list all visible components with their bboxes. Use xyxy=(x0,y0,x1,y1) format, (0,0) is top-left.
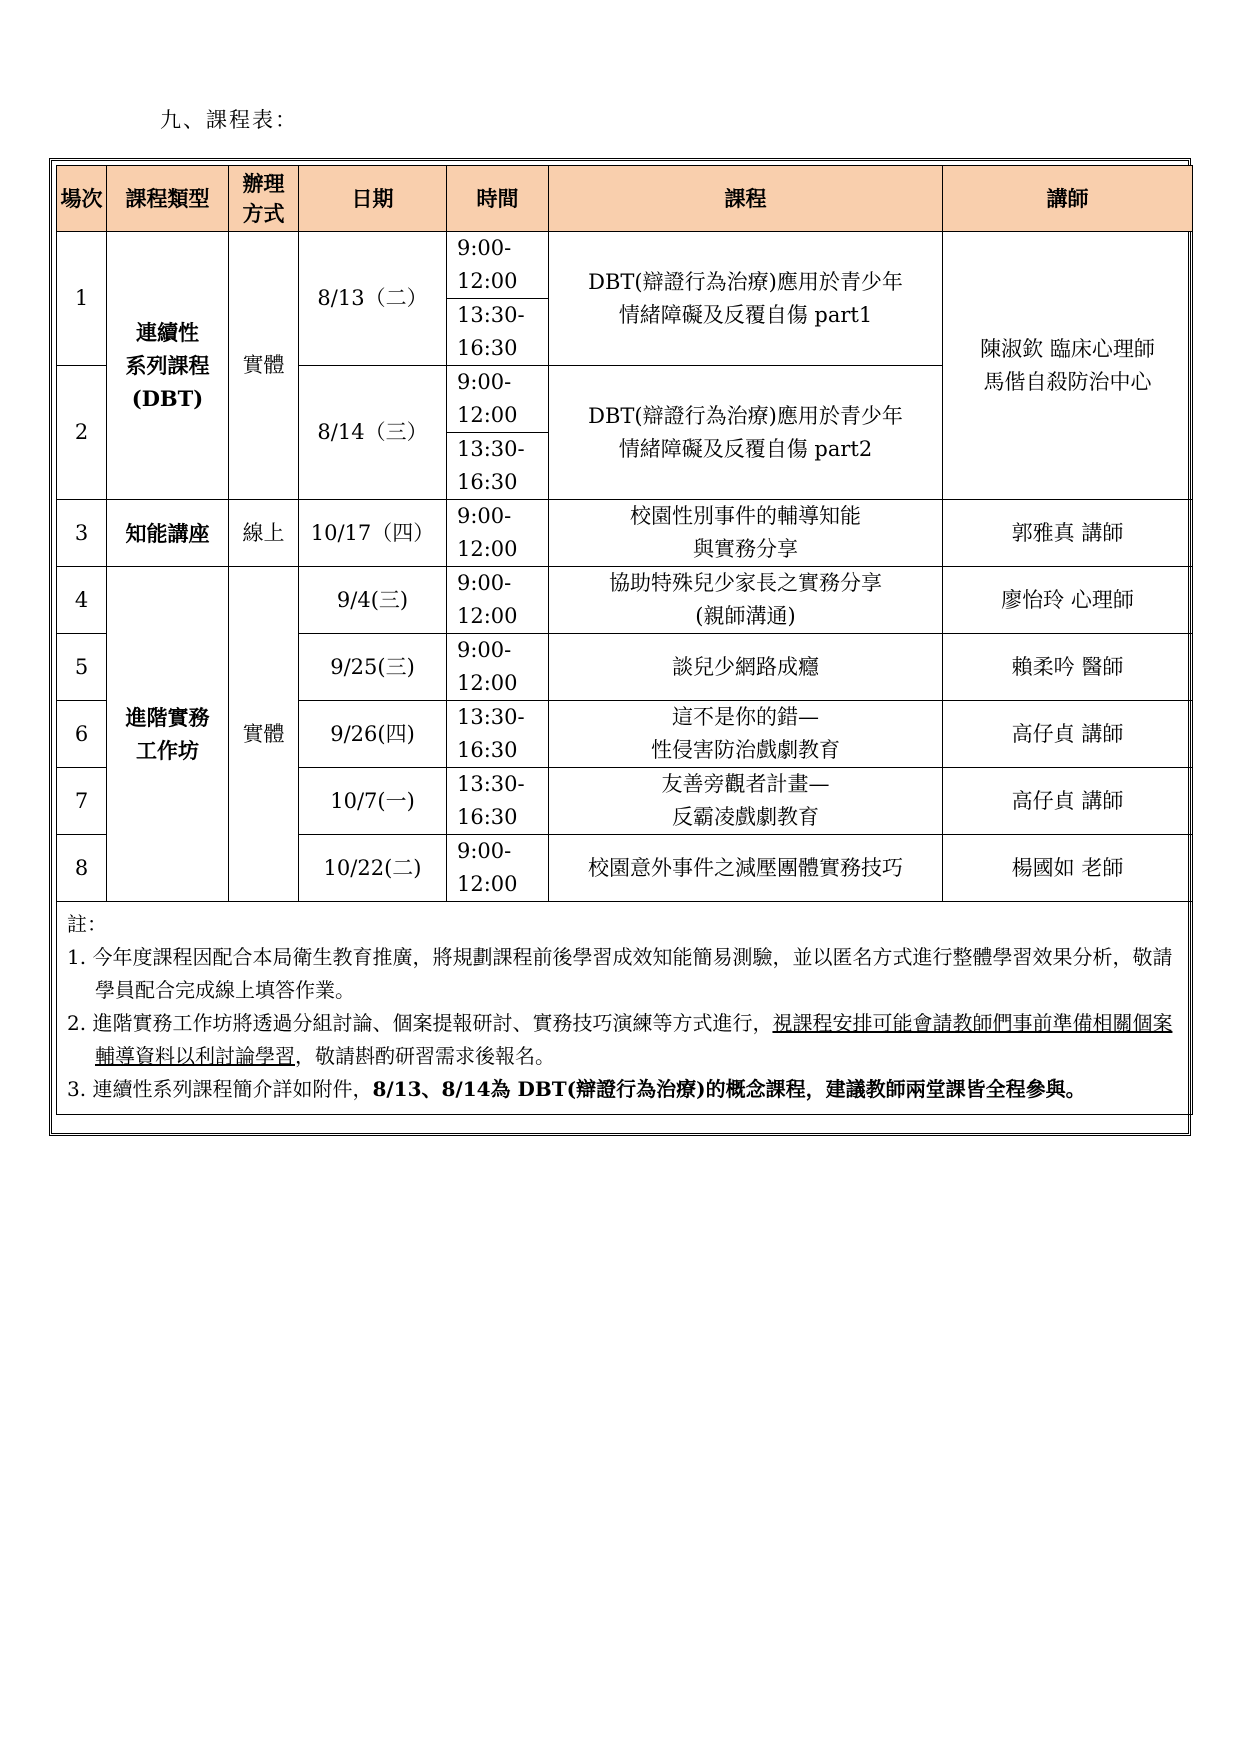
course-time: 13:30- 16:30 xyxy=(447,701,549,768)
course-type: 進階實務 工作坊 xyxy=(107,567,229,902)
course-title: 談兒少網路成癮 xyxy=(549,634,943,701)
session-number: 2 xyxy=(57,366,107,500)
table-row xyxy=(57,232,1193,299)
header-type: 課程類型 xyxy=(107,166,229,232)
course-title: 校園性別事件的輔導知能 與實務分享 xyxy=(549,500,943,567)
course-time: 9:00- 12:00 xyxy=(447,835,549,902)
note-item: 1. 今年度課程因配合本局衛生教育推廣，將規劃課程前後學習成效知能簡易測驗，並以匿名方式進行整體學習效果分析，敬請學員配合完成線上填答作業。 xyxy=(67,945,1173,1002)
header-course: 課程 xyxy=(549,166,943,232)
course-table xyxy=(56,165,1193,1115)
course-date: 9/26(四) xyxy=(299,701,447,768)
header-mode: 辦理方式 xyxy=(229,166,299,232)
course-lecturer: 郭雅真 講師 xyxy=(943,500,1193,567)
course-time: 9:00- 12:00 xyxy=(447,634,549,701)
course-title: DBT(辯證行為治療)應用於青少年 情緒障礙及反覆自傷 part1 xyxy=(549,232,943,366)
course-time: 13:30- 16:30 xyxy=(447,299,549,366)
course-time: 13:30- 16:30 xyxy=(447,768,549,835)
course-lecturer: 楊國如 老師 xyxy=(943,835,1193,902)
course-mode: 實體 xyxy=(229,232,299,500)
notes-row xyxy=(57,902,1193,1115)
course-type: 連續性 系列課程 (DBT) xyxy=(107,232,229,500)
header-time: 時間 xyxy=(447,166,549,232)
note-item xyxy=(67,1007,1182,1073)
course-title: 協助特殊兒少家長之實務分享 (親師溝通) xyxy=(549,567,943,634)
note-text: 3. 連續性系列課程簡介詳如附件， xyxy=(67,1077,373,1101)
course-lecturer: 陳淑欽 臨床心理師 馬偕自殺防治中心 xyxy=(943,232,1193,500)
course-title: 校園意外事件之減壓團體實務技巧 xyxy=(549,835,943,902)
session-number: 8 xyxy=(57,835,107,902)
course-time: 9:00- 12:00 xyxy=(447,567,549,634)
header-date: 日期 xyxy=(299,166,447,232)
session-number: 5 xyxy=(57,634,107,701)
notes-title: 註： xyxy=(67,912,107,936)
table-row xyxy=(57,500,1193,567)
course-date: 8/14（三） xyxy=(299,366,447,500)
course-time: 13:30- 16:30 xyxy=(447,433,549,500)
table-row xyxy=(57,567,1193,634)
table-header-row xyxy=(57,166,1193,232)
course-mode: 線上 xyxy=(229,500,299,567)
note-bold-text: 8/13、8/14為 DBT(辯證行為治療)的概念課程，建議教師兩堂課皆全程參與。 xyxy=(372,1077,1086,1101)
course-date: 9/25(三) xyxy=(299,634,447,701)
note-underlined-text: 視課程安排可能會請教師們事前準備相關個案輔導資料以利討論學習 xyxy=(95,1011,1173,1068)
course-lecturer: 廖怡玲 心理師 xyxy=(943,567,1193,634)
notes-cell xyxy=(57,902,1193,1115)
note-item xyxy=(67,1073,1182,1106)
course-lecturer: 高仔貞 講師 xyxy=(943,701,1193,768)
course-time: 9:00- 12:00 xyxy=(447,366,549,433)
course-lecturer: 賴柔吟 醫師 xyxy=(943,634,1193,701)
course-lecturer: 高仔貞 講師 xyxy=(943,768,1193,835)
course-date: 10/22(二) xyxy=(299,835,447,902)
course-date: 9/4(三) xyxy=(299,567,447,634)
course-date: 8/13（二） xyxy=(299,232,447,366)
course-mode: 實體 xyxy=(229,567,299,902)
course-date: 10/17（四） xyxy=(299,500,447,567)
course-type: 知能講座 xyxy=(107,500,229,567)
course-time: 9:00- 12:00 xyxy=(447,500,549,567)
course-title: DBT(辯證行為治療)應用於青少年 情緒障礙及反覆自傷 part2 xyxy=(549,366,943,500)
course-title: 友善旁觀者計畫— 反霸凌戲劇教育 xyxy=(549,768,943,835)
note-text: 2. 進階實務工作坊將透過分組討論、個案提報研討、實務技巧演練等方式進行， xyxy=(67,1011,773,1035)
header-lecturer: 講師 xyxy=(943,166,1193,232)
session-number: 1 xyxy=(57,232,107,366)
session-number: 4 xyxy=(57,567,107,634)
header-session: 場次 xyxy=(57,166,107,232)
session-number: 7 xyxy=(57,768,107,835)
session-number: 6 xyxy=(57,701,107,768)
note-text: ，敬請斟酌研習需求後報名。 xyxy=(295,1044,555,1068)
course-table-frame xyxy=(49,158,1191,1136)
course-date: 10/7(一) xyxy=(299,768,447,835)
course-time: 9:00- 12:00 xyxy=(447,232,549,299)
session-number: 3 xyxy=(57,500,107,567)
section-heading: 九、課程表： xyxy=(160,108,298,132)
course-title: 這不是你的錯— 性侵害防治戲劇教育 xyxy=(549,701,943,768)
